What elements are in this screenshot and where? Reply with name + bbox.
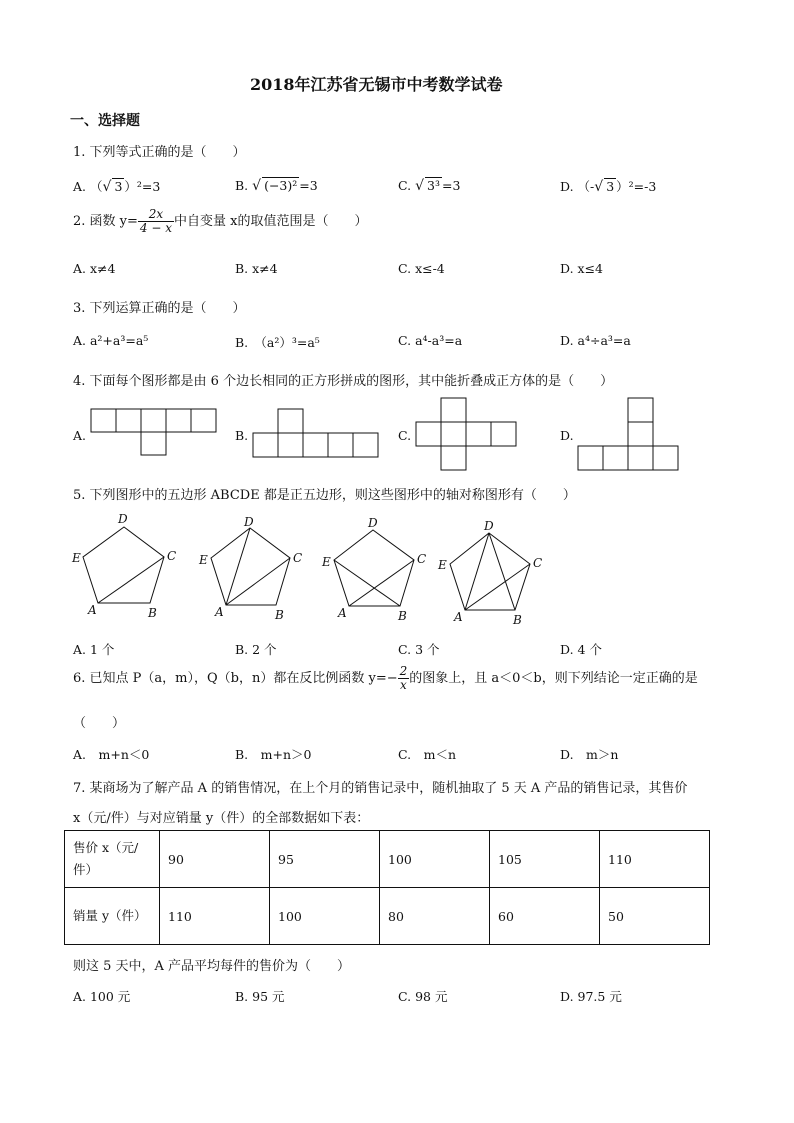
table-row bbox=[65, 831, 710, 888]
q7-stem-line1: 7. 某商场为了解产品 A 的销售情况，在上个月的销售记录中，随机抽取了 5 天 A 产品的销售记录，其售价 bbox=[73, 781, 688, 796]
q2-option-a: A. x≠4 bbox=[73, 261, 116, 276]
q1-stem: 1. 下列等式正确的是（ ） bbox=[73, 145, 246, 160]
diagonal-ac bbox=[226, 558, 290, 605]
page-title: 2018年江苏省无锡市中考数学试卷 bbox=[250, 75, 503, 94]
q6-option-d: D. m＞n bbox=[560, 747, 619, 762]
q3-option-a: A. a²+a³=a⁵ bbox=[73, 333, 149, 348]
table-cell: 110 bbox=[160, 888, 270, 945]
net-square bbox=[141, 432, 166, 455]
q6-stem bbox=[73, 665, 698, 692]
net-square bbox=[628, 398, 653, 422]
diagonal-ad bbox=[226, 528, 250, 605]
net-square bbox=[191, 409, 216, 432]
vertex-label-c: C bbox=[167, 549, 177, 563]
q5-pentagon-2 bbox=[211, 528, 290, 605]
vertex-label-a: A bbox=[454, 610, 463, 624]
q1-d-post: ）²=-3 bbox=[616, 179, 657, 194]
net-square bbox=[278, 409, 303, 433]
q6-option-c: C. m＜n bbox=[398, 747, 456, 762]
q2-option-d: D. x≤4 bbox=[560, 261, 603, 276]
q5-pentagon-3 bbox=[334, 530, 414, 606]
vertex-label-a: A bbox=[88, 603, 97, 617]
radical-icon: √ bbox=[415, 178, 424, 194]
q1-a-pre: （ bbox=[90, 179, 103, 194]
q4-option-b: B. bbox=[235, 428, 249, 443]
net-square bbox=[441, 422, 466, 446]
q3-option-d: D. a⁴÷a³=a bbox=[560, 333, 631, 348]
q4-option-d: D. bbox=[560, 428, 574, 443]
q5-option-d: D. 4 个 bbox=[560, 642, 602, 657]
pentagon-outline bbox=[450, 533, 530, 610]
table-header-quantity: 销量 y（件） bbox=[65, 888, 160, 945]
vertex-label-a: A bbox=[338, 606, 347, 620]
q1-b-radicand: (−3)² bbox=[264, 178, 298, 193]
net-square bbox=[253, 433, 278, 457]
q1-d-label: D. bbox=[560, 179, 574, 194]
q4-net-a bbox=[91, 409, 216, 455]
q2-stem-pre: 2. 函数 y= bbox=[73, 214, 138, 229]
q1-d-pre: （- bbox=[577, 179, 595, 194]
q5-stem: 5. 下列图形中的五边形 ABCDE 都是正五边形，则这些图形中的轴对称图形有（ ） bbox=[73, 488, 576, 503]
diagonal-ac bbox=[349, 560, 414, 606]
q3-option-c: C. a⁴-a³=a bbox=[398, 333, 463, 348]
net-square bbox=[116, 409, 141, 432]
net-square bbox=[653, 446, 678, 470]
net-square bbox=[141, 409, 166, 432]
q1-b-post: =3 bbox=[299, 178, 318, 193]
diagonal-ac bbox=[465, 564, 530, 610]
q7-option-a: A. 100 元 bbox=[73, 989, 131, 1004]
q6-stem-pre: 6. 已知点 P（a，m），Q（b，n）都在反比例函数 y=− bbox=[73, 671, 398, 686]
table-cell: 95 bbox=[270, 831, 380, 888]
vertex-label-a: A bbox=[215, 605, 224, 619]
q1-c-post: =3 bbox=[441, 178, 461, 193]
q2-denominator: 4 − x bbox=[139, 221, 172, 235]
net-square bbox=[603, 446, 628, 470]
vertex-label-b: B bbox=[275, 608, 284, 622]
vertex-label-b: B bbox=[148, 606, 157, 620]
q7-data-table bbox=[64, 830, 710, 945]
net-square bbox=[416, 422, 441, 446]
vertex-label-e: E bbox=[322, 555, 331, 569]
q1-b-label: B. bbox=[235, 178, 249, 193]
q7-option-c: C. 98 元 bbox=[398, 989, 448, 1004]
q2-stem-post: 中自变量 x的取值范围是（ ） bbox=[174, 214, 368, 229]
table-row bbox=[65, 888, 710, 945]
vertex-label-e: E bbox=[199, 553, 208, 567]
q2-option-c: C. x≤-4 bbox=[398, 261, 445, 276]
q7-option-b: B. 95 元 bbox=[235, 989, 285, 1004]
q6-option-a: A. m+n＜0 bbox=[73, 747, 150, 762]
q4-net-c bbox=[416, 398, 516, 470]
vertex-label-e: E bbox=[438, 558, 447, 572]
q5-pentagon-4 bbox=[450, 533, 530, 610]
table-cell: 110 bbox=[600, 831, 710, 888]
q1-d-radicand: 3 bbox=[606, 179, 615, 194]
q7-question: 则这 5 天中，A 产品平均每件的售价为（ ） bbox=[73, 959, 351, 974]
diagonal-be bbox=[334, 560, 400, 606]
net-square bbox=[278, 433, 303, 457]
vertex-label-d: D bbox=[244, 515, 254, 529]
q5-option-b: B. 2 个 bbox=[235, 642, 277, 657]
q7-option-d: D. 97.5 元 bbox=[560, 989, 622, 1004]
vertex-label-d: D bbox=[368, 516, 378, 530]
q4-option-c: C. bbox=[398, 428, 412, 443]
q6-option-b: B. m+n＞0 bbox=[235, 747, 312, 762]
q5-option-c: C. 3 个 bbox=[398, 642, 440, 657]
q5-pentagon-1 bbox=[83, 527, 164, 603]
q1-c-label: C. bbox=[398, 178, 412, 193]
table-cell: 105 bbox=[490, 831, 600, 888]
q2-numerator: 2x bbox=[138, 208, 174, 222]
diagonal-bd bbox=[489, 533, 515, 610]
table-cell: 100 bbox=[380, 831, 490, 888]
net-square bbox=[353, 433, 378, 457]
q6-stem-line2: （ ） bbox=[73, 716, 126, 731]
q3-option-b: B. （a²）³=a⁵ bbox=[235, 335, 320, 350]
q3-stem: 3. 下列运算正确的是（ ） bbox=[73, 301, 246, 316]
q1-a-post: ）²=3 bbox=[124, 179, 161, 194]
vertex-label-e: E bbox=[72, 551, 81, 565]
net-square bbox=[491, 422, 516, 446]
q6-numerator: 2 bbox=[399, 664, 408, 678]
vertex-label-c: C bbox=[293, 551, 303, 565]
radical-icon: √ bbox=[252, 178, 262, 194]
net-square bbox=[91, 409, 116, 432]
q6-denominator: x bbox=[400, 678, 407, 692]
net-square bbox=[628, 446, 653, 470]
vertex-label-d: D bbox=[484, 519, 494, 533]
q5-option-a: A. 1 个 bbox=[73, 642, 115, 657]
net-square bbox=[166, 409, 191, 432]
diagonal-ad bbox=[465, 533, 489, 610]
net-square bbox=[578, 446, 603, 470]
vertex-label-d: D bbox=[118, 512, 128, 526]
price-header-line1: 售价 x（元/ bbox=[73, 840, 139, 855]
q2-option-b: B. x≠4 bbox=[235, 261, 278, 276]
q4-option-a: A. bbox=[73, 428, 87, 443]
table-cell: 90 bbox=[160, 831, 270, 888]
table-cell: 100 bbox=[270, 888, 380, 945]
radical-icon: √ bbox=[102, 179, 112, 195]
q4-net-b bbox=[253, 409, 378, 457]
diagonal-ac bbox=[98, 557, 164, 603]
vertex-label-c: C bbox=[533, 556, 543, 570]
q6-stem-post: 的图象上，且 a＜0＜b，则下列结论一定正确的是 bbox=[409, 671, 698, 686]
q7-stem-line2: x（元/件）与对应销量 y（件）的全部数据如下表： bbox=[73, 811, 370, 826]
net-square bbox=[441, 398, 466, 422]
q6-fraction bbox=[398, 665, 410, 692]
net-square bbox=[466, 422, 491, 446]
vertex-label-b: B bbox=[513, 613, 522, 627]
net-square bbox=[441, 446, 466, 470]
q4-net-d bbox=[578, 398, 678, 470]
price-header-line2: 件） bbox=[73, 862, 99, 877]
net-square bbox=[628, 422, 653, 446]
section-heading: 一、选择题 bbox=[70, 113, 140, 129]
q1-a-radicand: 3 bbox=[114, 179, 123, 194]
table-cell: 80 bbox=[380, 888, 490, 945]
radical-icon: √ bbox=[594, 179, 604, 195]
q1-a-label: A. bbox=[73, 179, 87, 194]
table-header-price bbox=[65, 831, 160, 888]
table-cell: 60 bbox=[490, 888, 600, 945]
vertex-label-c: C bbox=[417, 552, 427, 566]
q1-c-radicand: 3³ bbox=[427, 178, 440, 193]
table-cell: 50 bbox=[600, 888, 710, 945]
vertex-label-b: B bbox=[398, 609, 407, 623]
q4-stem: 4. 下面每个图形都是由 6 个边长相同的正方形拼成的图形，其中能折叠成正方体的是（ ） bbox=[73, 374, 614, 389]
net-square bbox=[303, 433, 328, 457]
net-square bbox=[328, 433, 353, 457]
